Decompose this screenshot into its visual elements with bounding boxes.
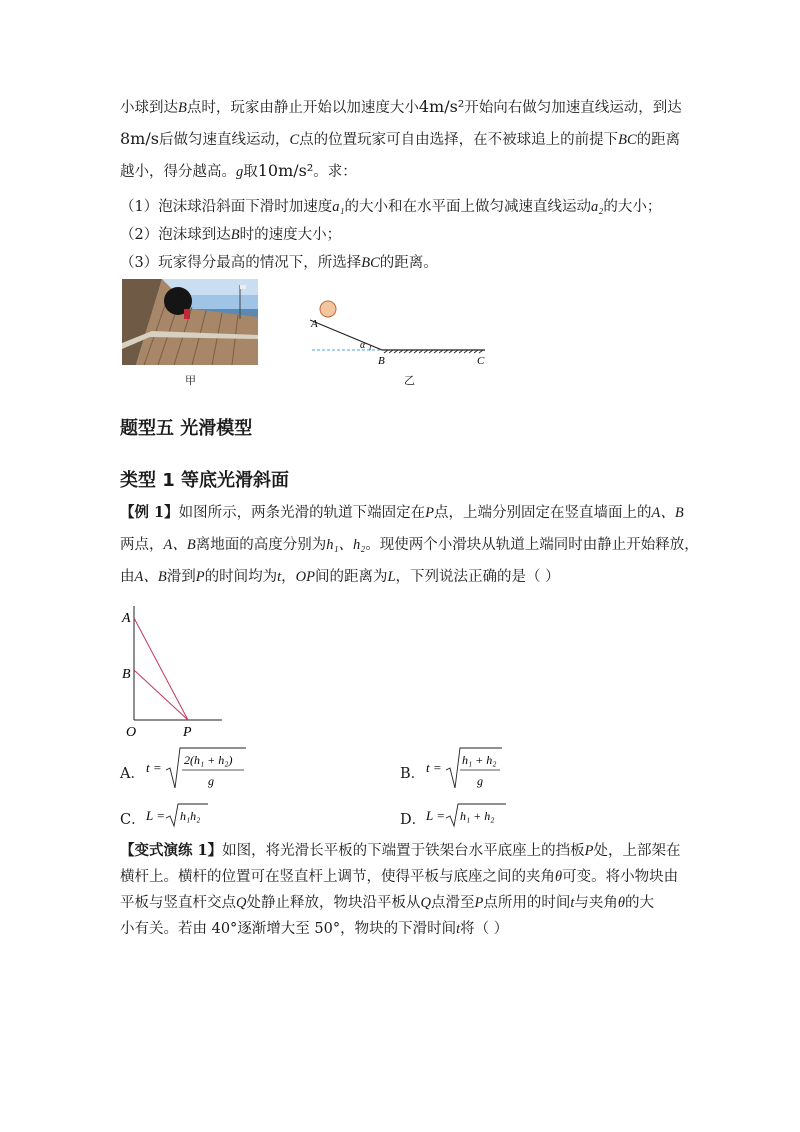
var-BC: BC (618, 132, 637, 148)
var-AB: A、B (134, 569, 167, 585)
var-BC: BC (361, 255, 380, 271)
var-t: t (570, 895, 575, 911)
text: 与夹角 (574, 895, 618, 911)
question-1 (120, 197, 661, 217)
var-t: t (456, 921, 461, 937)
text: 。现使两个小滑块从轨道上端同时由静止开始释放， (365, 537, 699, 553)
label-C: C (477, 355, 485, 367)
option-label: B． (400, 766, 426, 782)
text: 。求： (313, 164, 357, 180)
example-line-2 (120, 535, 699, 555)
text: 的距离 (636, 132, 681, 148)
var-AB: A、B (651, 505, 684, 521)
track-B (134, 670, 188, 720)
question-3 (120, 253, 438, 273)
variant-tag: 【变式演练 1】 (120, 842, 223, 859)
text: 两点， (120, 537, 164, 553)
example-line-3 (120, 567, 560, 587)
option-label: D． (400, 812, 427, 828)
label-A: A (311, 318, 318, 330)
problem-line-3 (120, 161, 357, 182)
formula-lhs: L = (146, 808, 166, 823)
text: 小有关。若由 40°逐渐增大至 50°，物块的下滑时间 (120, 921, 457, 937)
text: 点所用的时间 (483, 895, 571, 911)
tracks-diagram (118, 600, 228, 740)
label-A: A (122, 611, 131, 626)
text: 横杆上。横杆的位置可在竖直杆上调节，使得平板与底座之间的夹角 (120, 869, 555, 885)
text: 离地面的高度分别为 (195, 537, 327, 553)
text: 后做匀速直线运动， (158, 132, 290, 148)
text: 点时，玩家由静止开始以加速度大小 (186, 100, 419, 116)
var-P: P (195, 569, 205, 585)
question-2 (120, 225, 341, 245)
label-P: P (183, 725, 192, 740)
text: （2）泡沫球到达 (120, 227, 231, 243)
problem-line-2 (120, 129, 680, 150)
gravity-value: 10m/s² (257, 161, 314, 180)
formula-C (142, 800, 222, 830)
text: 将（ ） (460, 921, 509, 937)
formula-A (142, 744, 252, 794)
formula-B (422, 744, 512, 794)
denominator: g (477, 774, 483, 788)
var-g: g (236, 164, 244, 180)
label-B: B (378, 355, 385, 367)
photo-illustration (122, 279, 258, 365)
acceleration-value: 4m/s² (418, 97, 465, 116)
speed-value: 8m/s (120, 129, 159, 148)
var-P: P (474, 895, 484, 911)
var-a2: a₂ (591, 199, 604, 215)
text: 的距离。 (379, 255, 438, 271)
formula-D (422, 800, 512, 830)
text: 时的速度大小； (239, 227, 342, 243)
var-B: B (178, 100, 187, 116)
text: 如图，将光滑长平板的下端置于铁架台水平底座上的挡板 (222, 843, 585, 859)
text: ， (281, 569, 296, 585)
incline-diagram (300, 295, 500, 375)
numerator: 2(h₁ + h₂) (184, 753, 233, 767)
label-alpha: α (360, 340, 366, 351)
variant-line-4 (120, 919, 508, 939)
text: 由 (120, 569, 135, 585)
var-OP: OP (295, 569, 315, 585)
numerator: h₁ + h₂ (462, 753, 497, 767)
text: （3）玩家得分最高的情况下，所选择 (120, 255, 362, 271)
var-theta: θ (555, 869, 563, 885)
formula-lhs: L = (426, 808, 446, 823)
text: 滑到 (166, 569, 196, 585)
angle-arc (370, 345, 371, 350)
var-h: h₁、h₂ (326, 537, 366, 553)
ball (320, 301, 336, 317)
text: 如图所示，两条光滑的轨道下端固定在 (178, 505, 426, 521)
caption-jia: 甲 (185, 374, 196, 387)
text: ，下列说法正确的是（ ） (395, 569, 560, 585)
variant-line-2 (120, 867, 678, 887)
section-title: 题型五 光滑模型 (120, 418, 253, 439)
variant-line-1 (120, 841, 681, 861)
var-Q: Q (420, 895, 431, 911)
text: 的大 (624, 895, 654, 911)
var-B: B (230, 227, 240, 243)
text: 的大小和在水平面上做匀减速直线运动 (344, 199, 592, 215)
text: 处静止释放，物块沿平板从 (246, 895, 421, 911)
radicand: h₁h₂ (180, 809, 201, 823)
var-t: t (277, 569, 282, 585)
text: 点，上端分别固定在竖直墙面上的 (434, 505, 652, 521)
photo-slide-ball (122, 279, 258, 365)
problem-line-1 (120, 97, 682, 118)
formula-lhs: t = (146, 760, 162, 775)
label-O: O (126, 725, 137, 740)
text: 开始向右做匀加速直线运动，到达 (464, 100, 682, 116)
text: 点滑至 (430, 895, 475, 911)
var-Q: Q (236, 895, 247, 911)
example-line-1 (120, 503, 684, 523)
formula-lhs: t = (426, 760, 442, 775)
text: 的时间均为 (204, 569, 278, 585)
var-AB: A、B (163, 537, 196, 553)
text: 越小，得分越高。 (120, 164, 236, 180)
var-L: L (387, 569, 396, 585)
text: 小球到达 (120, 100, 178, 116)
label-B: B (122, 667, 131, 682)
var-P: P (425, 505, 434, 521)
example-tag: 【例 1】 (120, 504, 179, 521)
track-A (134, 618, 188, 720)
var-theta: θ (617, 895, 625, 911)
var-P: P (584, 843, 594, 859)
text: 的大小； (603, 199, 662, 215)
text: 取 (243, 164, 258, 180)
option-label: A． (120, 766, 145, 782)
var-a1: a₁ (332, 199, 345, 215)
option-label: C． (120, 812, 146, 828)
denominator: g (208, 774, 214, 788)
caption-yi: 乙 (404, 374, 415, 387)
radicand: h₁ + h₂ (460, 809, 495, 823)
var-C: C (289, 132, 300, 148)
text: 处，上部架在 (593, 843, 681, 859)
text: 可变。将小物块由 (562, 869, 679, 885)
variant-line-3 (120, 893, 654, 913)
text: 间的距离为 (314, 569, 388, 585)
text: 点的位置玩家可自由选择，在不被球追上的前提下 (299, 132, 619, 148)
text: 平板与竖直杆交点 (120, 895, 236, 911)
subsection-title: 类型 1 等底光滑斜面 (120, 470, 290, 491)
text: （1）泡沫球沿斜面下滑时加速度 (120, 199, 333, 215)
